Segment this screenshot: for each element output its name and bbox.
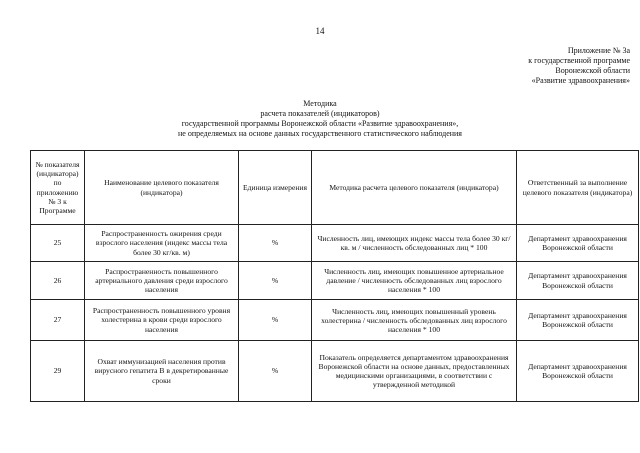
cell-number: 29	[31, 341, 85, 402]
heading-line: государственной программы Воронежской области «Развитие здравоохранения»,	[181, 119, 459, 128]
heading-line: расчета показателей (индикаторов)	[260, 109, 380, 118]
cell-number: 27	[31, 300, 85, 341]
table-row	[31, 300, 639, 341]
cell-method: Показатель определяется департаментом здравоохранения Воронежской области на основе данных, предоставленных медицинскими организациями, в соответствии с утвержденной методикой	[312, 341, 517, 402]
cell-unit: %	[239, 300, 312, 341]
cell-name: Охват иммунизацией населения против вирусного гепатита В в декретированные сроки	[85, 341, 239, 402]
table-header-row	[31, 151, 639, 225]
cell-unit: %	[239, 262, 312, 300]
page-number: 14	[315, 26, 325, 36]
appendix-block	[528, 46, 630, 86]
table-row	[31, 225, 639, 262]
cell-method: Численность лиц, имеющих повышенный уровень холестерина / численность обследованных лиц взрослого населения * 100	[312, 300, 517, 341]
cell-number: 25	[31, 225, 85, 262]
cell-responsible: Департамент здравоохранения Воронежской области	[517, 225, 639, 262]
cell-responsible: Департамент здравоохранения Воронежской области	[517, 300, 639, 341]
header-name: Наименование целевого показателя (индикатора)	[85, 151, 239, 225]
cell-name: Распространенность повышенного артериального давления среди взрослого населения	[85, 262, 239, 300]
heading-title: Методика	[303, 99, 337, 108]
cell-responsible: Департамент здравоохранения Воронежской области	[517, 262, 639, 300]
header-method: Методика расчета целевого показателя (индикатора)	[312, 151, 517, 225]
appendix-line: «Развитие здравоохранения»	[531, 76, 630, 85]
cell-name: Распространенность повышенного уровня холестерина в крови среди взрослого населения	[85, 300, 239, 341]
header-unit: Единица измерения	[239, 151, 312, 225]
header-number: № показателя (индикатора) по приложению № 3 к Программе	[31, 151, 85, 225]
cell-responsible: Департамент здравоохранения Воронежской области	[517, 341, 639, 402]
cell-method: Численность лиц, имеющих повышенное артериальное давление / численность обследованных лиц взрослого населения * 100	[312, 262, 517, 300]
table-row	[31, 262, 639, 300]
cell-number: 26	[31, 262, 85, 300]
cell-unit: %	[239, 341, 312, 402]
heading-line: не определяемых на основе данных государственного статистического наблюдения	[178, 129, 462, 138]
cell-method: Численность лиц, имеющих индекс массы тела более 30 кг/кв. м / численность обследованных лиц * 100	[312, 225, 517, 262]
table-row	[31, 341, 639, 402]
appendix-line: к государственной программе	[528, 56, 630, 65]
indicators-table	[30, 150, 639, 402]
document-heading	[0, 99, 640, 139]
appendix-line: Воронежской области	[555, 66, 630, 75]
cell-name: Распространенность ожирения среди взрослого населения (индекс массы тела более 30 кг/кв. м)	[85, 225, 239, 262]
cell-unit: %	[239, 225, 312, 262]
header-responsible: Ответственный за выполнение целевого показателя (индикатора)	[517, 151, 639, 225]
appendix-line: Приложение № 3а	[567, 46, 630, 55]
